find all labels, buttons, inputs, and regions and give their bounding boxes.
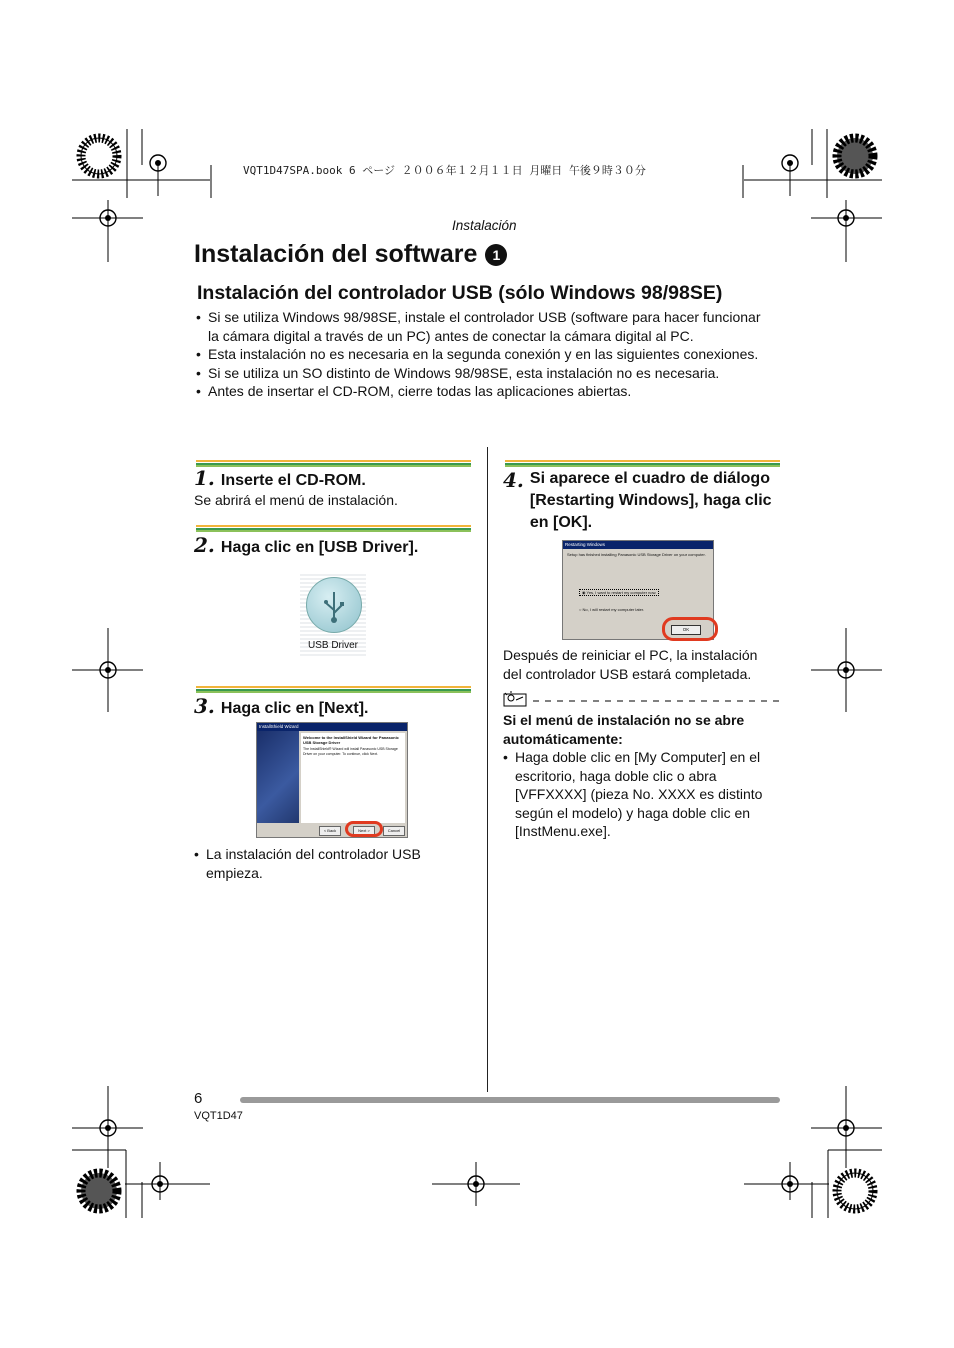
note-title: Si el menú de instalación no se abre automáticamente: xyxy=(503,712,745,747)
step-4-after: Después de reiniciar el PC, la instalación del controlador USB estará completada. xyxy=(503,647,758,682)
highlight-circle xyxy=(345,821,383,837)
step-4 xyxy=(503,468,788,534)
step-3 xyxy=(194,694,474,720)
step-2 xyxy=(194,533,474,559)
usb-driver-button-image xyxy=(300,572,366,658)
note-divider xyxy=(503,691,781,707)
dialog-option-restart-later[interactable]: ○ No, I will restart my computer later. xyxy=(579,607,645,612)
step-bar xyxy=(196,686,471,693)
intro-bullets xyxy=(196,308,766,401)
section-subtitle: Instalación del controlador USB (sólo Windows 98/98SE) xyxy=(197,282,723,304)
dialog-ok-button[interactable]: OK xyxy=(671,625,701,635)
dialog-body: Setup has finished installing Panasonic USB Storage Driver on your computer. xyxy=(567,552,706,557)
step-number: 2. xyxy=(194,533,215,557)
note-bullets xyxy=(503,748,778,841)
page-title xyxy=(194,240,507,269)
dialog-titlebar: Restarting Windows xyxy=(563,541,713,549)
print-info: VQT1D47SPA.book 6 ページ ２００６年１２月１１日 月曜日 午後９時３０分 xyxy=(243,164,646,177)
option-label: No, I will restart my computer later. xyxy=(582,607,645,612)
step-bar xyxy=(196,525,471,532)
wizard-titlebar: InstallShield Wizard xyxy=(257,723,407,731)
intro-bullet: • Si se utiliza un SO distinto de Windows 98/98SE, esta instalación no es necesaria. xyxy=(196,364,766,383)
restart-dialog-screenshot xyxy=(562,540,714,640)
intro-bullet: • Esta instalación no es necesaria en la segunda conexión y en las siguientes conexiones. xyxy=(196,345,766,364)
wizard-cancel-button[interactable]: Cancel xyxy=(383,826,405,836)
doc-code: VQT1D47 xyxy=(194,1110,243,1122)
usb-driver-label: USB Driver xyxy=(307,640,358,651)
dialog-option-restart-now[interactable]: ◉ Yes, I want to restart my computer now. xyxy=(579,589,659,596)
step-number: 1. xyxy=(194,466,215,490)
step-bullet: • La instalación del controlador USB empieza. xyxy=(194,845,459,882)
step-bar xyxy=(505,460,780,467)
wizard-next-button[interactable]: Next > xyxy=(353,826,375,836)
step-text: Si aparece el cuadro de diálogo [Restarting Windows], haga clic en [OK]. xyxy=(529,470,772,531)
wizard-heading: Welcome to the InstallShield Wizard for Panasonic USB Storage Driver xyxy=(303,735,399,745)
step-text: Haga clic en [Next]. xyxy=(220,700,369,717)
section-label: Instalación xyxy=(452,218,517,233)
step-note: Se abrirá el menú de instalación. xyxy=(194,492,398,508)
page-title-text: Instalación del software xyxy=(194,240,478,268)
step-number: 3. xyxy=(194,694,215,718)
step-number: 4. xyxy=(503,468,524,492)
page-number: 6 xyxy=(194,1090,203,1107)
column-divider xyxy=(487,447,488,1092)
footer-rule xyxy=(240,1097,780,1103)
wizard-body: The InstallShield® Wizard will install Panasonic USB Storage Driver on your computer. To continue, click Next. xyxy=(303,747,398,756)
installshield-screenshot xyxy=(256,722,408,838)
intro-bullet: • Si se utiliza Windows 98/98SE, instale el controlador USB (software para hacer funcionar la cámara digital a través de un PC) antes de conectar la cámara digital al PC. xyxy=(196,308,766,345)
highlight-circle xyxy=(662,617,718,641)
note-bullet: • Haga doble clic en [My Computer] en el escritorio, haga doble clic o abra [VFFXXXX] (pieza No. XXXX es distinto según el modelo) y haga doble clic en [InstMenu.exe]. xyxy=(503,748,778,841)
usb-icon xyxy=(307,578,361,632)
step-badge: 1 xyxy=(485,244,507,266)
wizard-back-button[interactable]: < Back xyxy=(319,826,341,836)
step-text: Haga clic en [USB Driver]. xyxy=(220,539,419,556)
step-1 xyxy=(194,466,474,492)
step-3-bullets xyxy=(194,845,459,882)
step-text: Inserte el CD-ROM. xyxy=(220,472,366,489)
option-label: Yes, I want to restart my computer now. xyxy=(586,590,657,595)
usb-disc xyxy=(306,577,362,633)
intro-bullet: • Antes de insertar el CD-ROM, cierre todas las aplicaciones abiertas. xyxy=(196,382,766,401)
note-icon xyxy=(503,691,781,707)
wizard-content xyxy=(301,733,405,823)
wizard-side-graphic xyxy=(257,731,299,823)
